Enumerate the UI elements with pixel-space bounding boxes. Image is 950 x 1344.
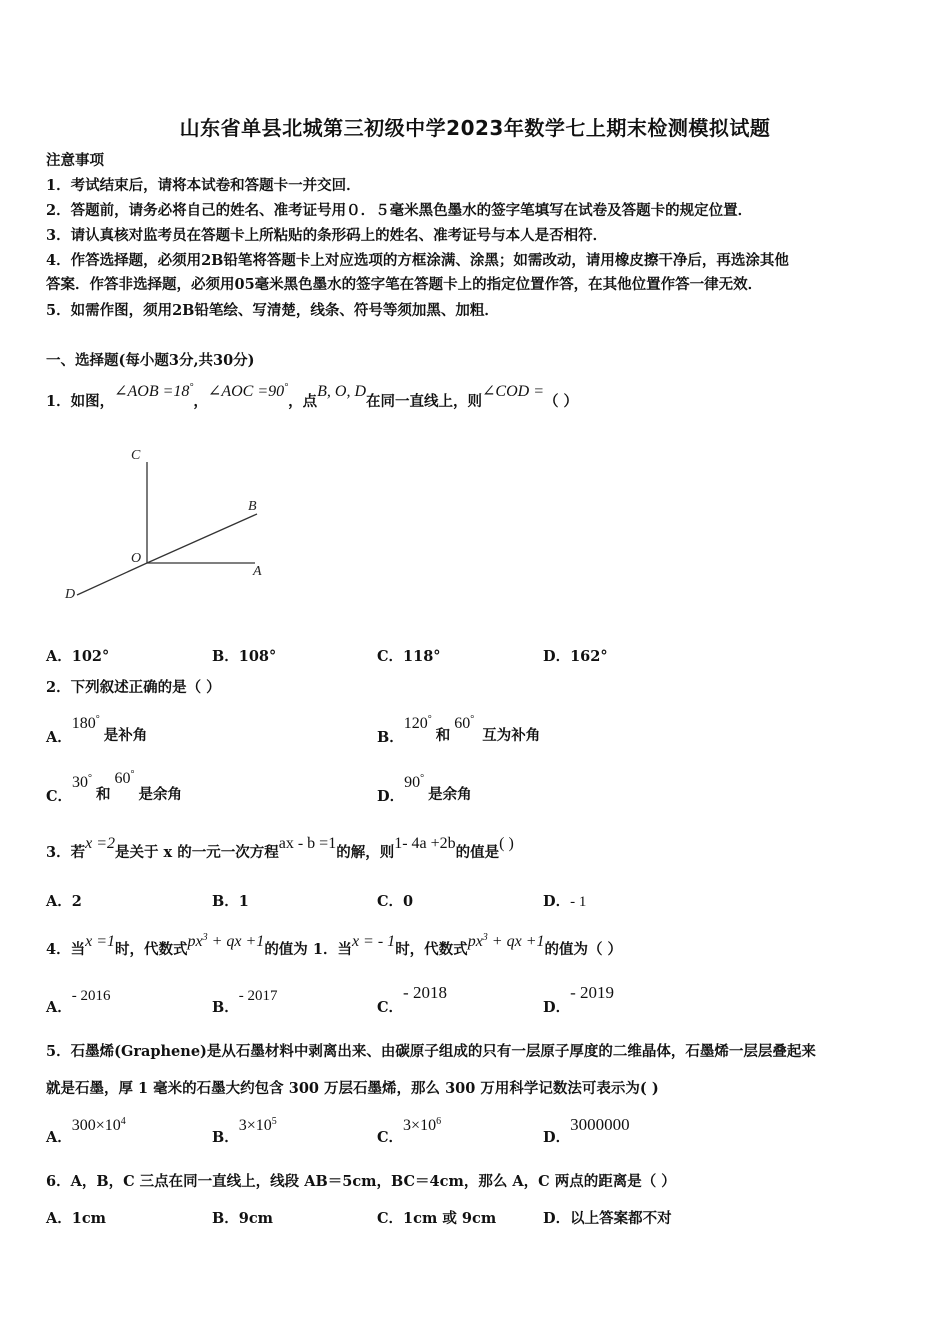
q1-stem: 1．如图，∠AOB =18°，∠AOC =90°，点B, O, D在同一直线上，则∠COD =（ ） — [46, 382, 579, 410]
notice-heading: 注意事项 — [46, 152, 104, 169]
q5-stem-line2: 就是石墨，厚 1 毫米的石墨大约包含 300 万层石墨烯，那么 300 万用科学记数法可表示为( ) — [46, 1080, 659, 1097]
label-a: A — [253, 564, 262, 579]
q1-angle-figure — [55, 440, 285, 610]
q5-option-d[interactable]: D．3000000 — [543, 1115, 630, 1146]
notice-item: 5．如需作图，须用2B铅笔绘、写清楚，线条、符号等须加黑、加粗． — [46, 302, 499, 319]
label-c: C — [131, 448, 141, 463]
q5-option-c[interactable]: C．$3\times 10^6$ — [377, 1116, 442, 1146]
q2-option-c[interactable]: C．30°和60°是余角 — [46, 769, 183, 805]
q4-option-a[interactable]: A．- 2016 — [46, 988, 111, 1016]
q2-stem: 2．下列叙述正确的是（ ） — [46, 679, 221, 696]
q3-option-a[interactable]: A．2 — [46, 893, 82, 910]
notice-item: 答案．作答非选择题，必须用05毫米黑色墨水的签字笔在答题卡上的指定位置作答，在其他位置作答一律无效． — [46, 276, 763, 293]
q1-option-d[interactable]: D．162° — [543, 648, 608, 665]
label-d: D — [65, 587, 76, 602]
q1-option-b[interactable]: B．108° — [212, 648, 277, 665]
q6-option-c[interactable]: C．1cm 或 9cm — [377, 1210, 497, 1227]
ray-od — [77, 563, 147, 595]
section-heading: 一、选择题(每小题3分,共30分) — [46, 352, 255, 369]
q1-option-c[interactable]: C．118° — [377, 648, 441, 665]
notice-item: 2．答题前，请务必将自己的姓名、准考证号用０．５毫米黑色墨水的签字笔填写在试卷及答题卡的规定位置． — [46, 202, 753, 219]
notice-item: 1．考试结束后，请将本试卷和答题卡一并交回． — [46, 177, 361, 194]
q3-option-b[interactable]: B．1 — [212, 893, 249, 910]
q1-option-a[interactable]: A．102° — [46, 648, 110, 665]
ray-ob — [147, 514, 257, 563]
page-title: 山东省单县北城第三初级中学2023年数学七上期末检测模拟试题 — [179, 116, 771, 140]
q5-option-b[interactable]: B．$3\times 10^5$ — [212, 1116, 277, 1146]
q4-option-d[interactable]: D．- 2019 — [543, 983, 614, 1016]
q2-option-d[interactable]: D．90°是余角 — [377, 773, 472, 805]
q6-option-d[interactable]: D．以上答案都不对 — [543, 1210, 672, 1227]
q3-option-c[interactable]: C．0 — [377, 893, 414, 910]
q5-stem-line1: 5．石墨烯(Graphene)是从石墨材料中剥离出来、由碳原子组成的只有一层原子厚度的二维晶体，石墨烯一层层叠起来 — [46, 1043, 816, 1060]
q6-stem: 6．A，B，C 三点在同一直线上，线段 AB＝5cm，BC＝4cm，那么 A，C 两点的距离是（ ） — [46, 1173, 676, 1190]
q6-option-a[interactable]: A．1cm — [46, 1210, 107, 1227]
label-b: B — [248, 499, 257, 514]
q6-option-b[interactable]: B．9cm — [212, 1210, 274, 1227]
q4-stem: 4．当x =1时，代数式$px^3$ + qx +1的值为 1．当x = - 1时，代数式$px^3$ + qx +1的值为（ ） — [46, 932, 623, 958]
q2-option-a[interactable]: A．180°是补角 — [46, 714, 148, 746]
notice-item: 3．请认真核对监考员在答题卡上所粘贴的条形码上的姓名、准考证号与本人是否相符． — [46, 227, 608, 244]
q5-option-a[interactable]: A．$300\times 10^4$ — [46, 1116, 126, 1146]
notice-item: 4．作答选择题，必须用2B铅笔将答题卡上对应选项的方框涂满、涂黑；如需改动，请用橡皮擦干净后，再选涂其他 — [46, 252, 789, 269]
q4-option-b[interactable]: B．- 2017 — [212, 988, 278, 1016]
label-o: O — [131, 551, 142, 566]
q4-option-c[interactable]: C．- 2018 — [377, 983, 447, 1016]
q2-option-b[interactable]: B．120°和60°互为补角 — [377, 714, 541, 746]
q3-option-d[interactable]: D．- 1 — [543, 893, 587, 910]
q3-stem: 3．若x =2是关于 x 的一元一次方程ax - b =1的解，则1- 4a +2b的值是( ) — [46, 835, 514, 861]
